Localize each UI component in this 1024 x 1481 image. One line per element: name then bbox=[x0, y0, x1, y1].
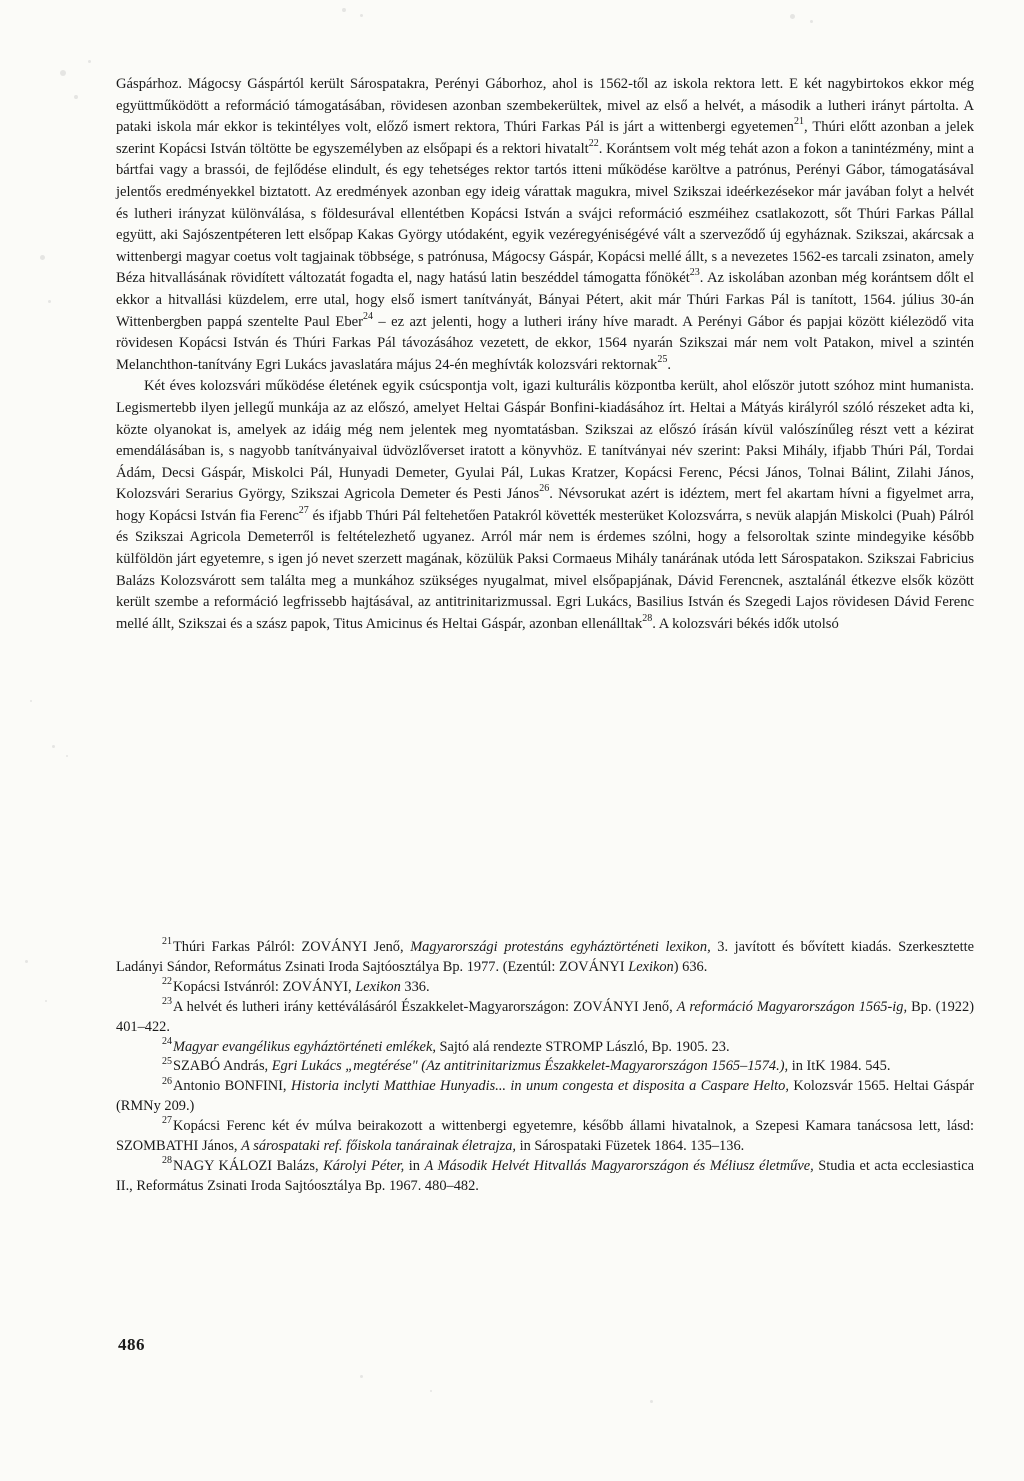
footnote-title: Lexikon bbox=[628, 958, 674, 975]
scan-speck bbox=[360, 14, 363, 17]
footnote-text: Kolozsvár 1565. Heltai Gáspár (RMNy 209.) bbox=[116, 1078, 974, 1115]
body-text bbox=[116, 74, 974, 635]
footnotes bbox=[116, 938, 974, 1197]
footnote-number: 26 bbox=[162, 1075, 172, 1087]
footnote-text: Kopácsi Istvánról: ZOVÁNYI, bbox=[173, 978, 356, 995]
footnote-text: Antonio BONFINI, bbox=[173, 1078, 291, 1095]
footnote bbox=[116, 995, 974, 1038]
text-run: Két éves kolozsvári működése életének egyik csúcspontja volt, igazi kulturális központba került, ahol először jutott szóhoz mint humanista. Legismertebb ilyen jellegű munkája az az előszó, amelyet Heltai Gáspár Bonfini-kiadásához írt. Heltai a Mátyás királyról szóló részeket adta ki, közte olyanokat is, amelyek az idáig még nem jelentek meg nyomtatásban. Szikszai az előszó írásán kívül valószínűleg részt vett a kézirat emendálásában is, s nagyobb tanítványaival üdvözlőverset iratott a könyvhöz. E tanítványai név szerint: Paksi Mihály, ifjabb Thúri Pál, Tordai Ádám, Decsi Gáspár, Miskolci Pál, Hunyadi Demeter, Gyulai Pál, Lukas Kratzer, Kopácsi Ferenc, Pécsi János, Tolnai Bálint, Zilahi János, Kolozsvári Serarius György, Szikszai Agricola Demeter és Pesti János bbox=[116, 378, 974, 503]
footnote-reference: 28 bbox=[642, 612, 653, 624]
text-run: , Thúri előtt azonban a jelek szerint Kopácsi István töltötte be egyszemélyben az elsőpapi és a rektori hivatalt bbox=[116, 119, 974, 157]
footnote bbox=[116, 1077, 974, 1117]
footnote bbox=[116, 978, 974, 998]
scan-speck bbox=[60, 70, 66, 76]
scan-speck bbox=[40, 255, 45, 260]
page-number: 486 bbox=[118, 1335, 145, 1354]
scan-speck bbox=[650, 1400, 653, 1403]
footnote-title: Magyar evangélikus egyháztörténeti emlékek, bbox=[173, 1038, 436, 1055]
body-paragraph bbox=[116, 376, 974, 635]
body-paragraph bbox=[116, 74, 974, 376]
scan-speck bbox=[342, 8, 346, 12]
footnote-text: SZABÓ András, bbox=[173, 1058, 272, 1075]
footnote-text: Sajtó alá rendezte STROMP László, Bp. 1905. 23. bbox=[435, 1038, 730, 1055]
footnote-title: A Második Helvét Hitvallás Magyarországon és Méliusz életműve, bbox=[424, 1157, 814, 1174]
footnote bbox=[116, 938, 974, 978]
footnote-title: Magyarországi protestáns egyháztörténeti lexikon, bbox=[410, 939, 711, 955]
text-run: . Korántsem volt még tehát azon a fokon a tanintézmény, mint a bártfai vagy a brassói, de fejlődése elindult, és egy tehetséges rektor tartós itteni működése karöltve a patrónus, Perényi Gábor, támogatásával jelentős eredményekkel biztatott. Az eredmények azonban egy ideig várattak magukra, mivel Szikszai ideérkezésekor már javában folyt a helvét és lutheri irányzat különválása, s földesurával ellentétben Kopácsi István a svájci reformáció eszméihez csatlakozott, sőt Thúri Farkas Pállal együtt, aki Sajószentpéteren lett elsőpap Kakas György utódaként, egyik vezéregyéniségévé vált a szerveződő új egyháznak. Szikszai, akárcsak a wittenbergi magyar coetus volt tagjainak többsége, s patrónusa, Mágocsy Gáspár, Kopácsi mellé állt, s a nevezetes 1562-es tarcali zsinaton, amely Béza hitvallásának rövidített változatát fogadta el, nagy hatású latin beszéddel támogatta főnökét bbox=[116, 140, 974, 287]
footnote-text: in bbox=[404, 1157, 425, 1174]
footnote-text: Thúri Farkas Pálról: ZOVÁNYI Jenő, bbox=[173, 939, 411, 955]
footnote-number: 23 bbox=[162, 995, 172, 1007]
scan-speck bbox=[790, 14, 795, 19]
text-run: – ez azt jelenti, hogy a lutheri irány híve maradt. A Perényi Gábor és papjai között kiélezödő vita rövidesen Kopácsi István és Thúri Farkas Pál távozásához vezetett, de ekkor, 1564 nyarán Szikszai már nem volt Patakon, mivel a szintén Melanchthon-tanítvány Egri Lukács javaslatára május 24-én meghívták kolozsvári rektornak bbox=[116, 313, 974, 373]
footnote-number: 24 bbox=[162, 1035, 172, 1047]
footnote-title: Historia inclyti Matthiae Hunyadis... in unum congesta et disposita a Caspare Helto, bbox=[290, 1078, 789, 1095]
footnote-text: Studia et acta ecclesiastica II., Református Zsinati Iroda Sajtóosztálya Bp. 1967. 480–482. bbox=[116, 1157, 974, 1194]
scan-speck bbox=[430, 1390, 432, 1392]
footnote-title: Egri Lukács „megtérése" (Az antitrinitarizmus Északkelet-Magyarországon 1565–1574.), bbox=[271, 1058, 789, 1075]
footnote-text: Kopácsi Ferenc két év múlva beirakozott a wittenbergi egyetemre, később állami hivatalnok, a Szepesi Kamara tanácsosa lett, lásd: SZOMBATHI János, bbox=[116, 1118, 974, 1155]
text-run: . A kolozsvári békés idők utolsó bbox=[652, 615, 839, 632]
footnote-text: in ItK 1984. 545. bbox=[788, 1058, 891, 1075]
footnote-number: 21 bbox=[162, 936, 172, 948]
scan-speck bbox=[52, 745, 55, 748]
footnote-reference: 27 bbox=[298, 505, 309, 517]
text-run: Gáspárhoz. Mágocsy Gáspártól került Sárospatakra, Perényi Gáborhoz, ahol is 1562-től az iskola rektora lett. E két nagybirtokos ekkor még együttműködött a reformáció támogatásában, rövidesen azonban szembekerültek, mivel az első a helvét, a második a lutheri irányt pártolta. A pataki iskola már ekkor is tekintélyes volt, előző ismert rektora, Thúri Farkas Pál is járt a wittenbergi egyetemen bbox=[116, 76, 974, 136]
footnote-reference: 26 bbox=[539, 483, 550, 495]
footnote bbox=[116, 1157, 974, 1197]
footnote-title: Lexikon bbox=[355, 978, 401, 995]
footnote-reference: 24 bbox=[362, 310, 373, 322]
scan-speck bbox=[74, 95, 78, 99]
text-run: . bbox=[667, 356, 672, 373]
scan-speck bbox=[30, 700, 32, 702]
footnote-title: Károlyi Péter, bbox=[323, 1157, 405, 1174]
footnote-number: 25 bbox=[162, 1055, 172, 1067]
footnote-reference: 25 bbox=[657, 353, 668, 365]
footnote-text: Bp. (1922) 401–422. bbox=[116, 998, 974, 1035]
footnote-text: in Sárospataki Füzetek 1864. 135–136. bbox=[516, 1138, 745, 1155]
text-run: . Névsorukat azért is idéztem, mert fel akartam hívni a figyelmet arra, hogy Kopácsi István fia Ferenc bbox=[116, 486, 974, 524]
footnote bbox=[116, 1057, 974, 1077]
footnote-text: 336. bbox=[400, 978, 430, 995]
scan-speck bbox=[48, 300, 51, 303]
footnote-number: 27 bbox=[162, 1115, 172, 1127]
footnote-reference: 21 bbox=[793, 116, 804, 128]
footnote bbox=[116, 1035, 974, 1058]
footnote-number: 28 bbox=[162, 1155, 172, 1167]
footnote-title: A reformáció Magyarországon 1565-ig, bbox=[676, 998, 908, 1015]
footnote-text: ) 636. bbox=[673, 958, 708, 975]
footnote bbox=[116, 1117, 974, 1157]
text-run: és ifjabb Thúri Pál feltehetően Patakról követték mesterüket Kolozsvárra, s nevük alapján Miskolci (Puah) Pálról és Szikszai Agricola Demeterről is feltételezhető ugyanez. Arról már nem is érdemes szólni, hogy a felsoroltak szinte mindegyike később külföldön járt egyetemre, s igen jó nevet szerzett magának, közülük Paksi Cormaeus Mihály tanárának utóda lett Sárospatakon. Szikszai Fabricius Balázs Kolozsvárott sem találta meg a munkához szükséges nyugalmat, mivel elsőpapjának, Dávid Ferencnek, asztalánál étkezve elsők között került szembe a reformáció legfrissebb hajtásával, az antitrinitarizmussal. Egri Lukács, Basilius István és Szegedi Lajos rövidesen Dávid Ferenc mellé állt, Szikszai és a szász papok, Titus Amicinus és Heltai Gáspár, azonban ellenálltak bbox=[116, 507, 974, 632]
scan-speck bbox=[360, 1375, 363, 1378]
footnote-text: A helvét és lutheri irány kettéválásáról Északkelet-Magyarországon: ZOVÁNYI Jenő, bbox=[173, 998, 677, 1015]
footnote-reference: 23 bbox=[689, 267, 700, 279]
footnote-title: A sárospataki ref. főiskola tanárainak életrajza, bbox=[241, 1138, 517, 1155]
footnote-reference: 22 bbox=[588, 137, 599, 149]
scan-speck bbox=[66, 755, 68, 757]
scan-speck bbox=[45, 1000, 47, 1002]
footnote-text: 3. javított és bővített kiadás. Szerkesztette Ladányi Sándor, Református Zsinati Iroda Sajtóosztálya Bp. 1977. (Ezentúl: ZOVÁNYI bbox=[116, 939, 974, 975]
text-run: . Az iskolában azonban még korántsem dőlt el ekkor a hitvallási küzdelem, erre utal, hogy első ismert tanítványát, Bányai Pétert, akit már Thúri Farkas Pál is tanított, 1564. július 30-án Wittenbergben pappá szentelte Paul Eber bbox=[116, 270, 974, 330]
scan-speck bbox=[810, 20, 813, 23]
scan-speck bbox=[88, 60, 91, 63]
footnote-number: 22 bbox=[162, 976, 172, 988]
scan-speck bbox=[25, 960, 28, 963]
footnote-text: NAGY KÁLOZI Balázs, bbox=[173, 1157, 324, 1174]
